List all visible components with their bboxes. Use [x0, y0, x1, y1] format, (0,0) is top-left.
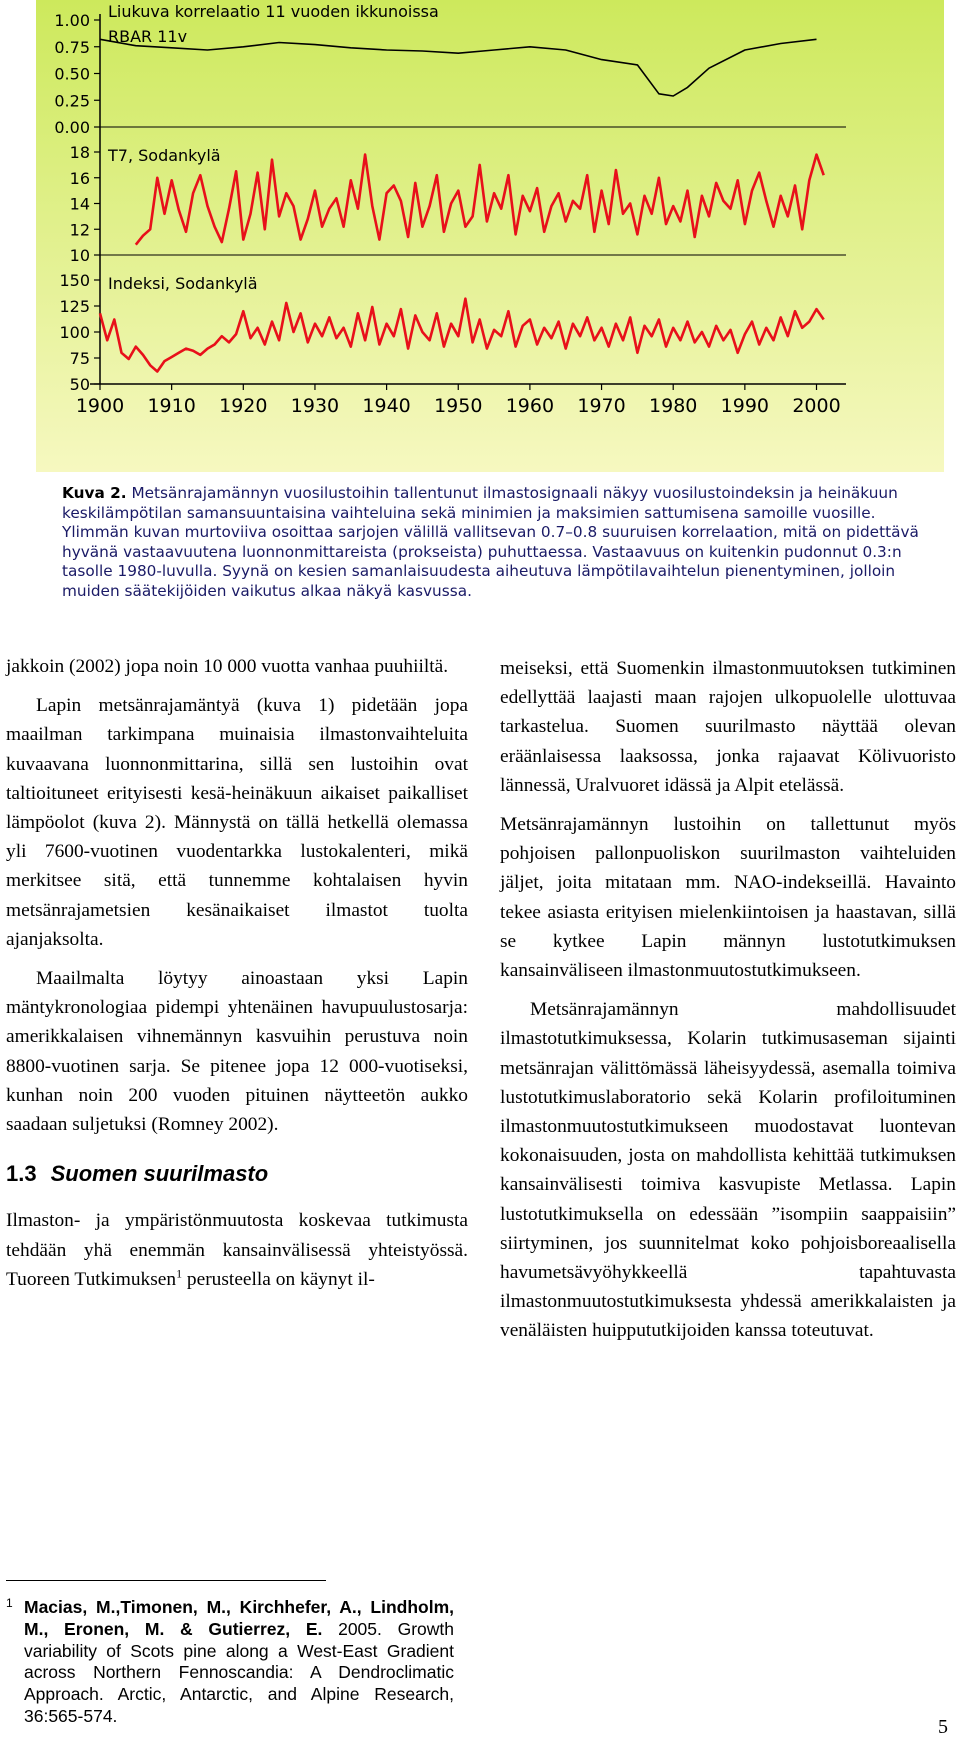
x-tick-label: 1920 [219, 395, 268, 417]
left-paragraph-4-text: Ilmaston- ja ympäristönmuutosta koskevaa tutkimusta tehdään yhä enemmän kansainvälisessä yhteistyössä. Tuoreen Tutkimuksen [6, 1210, 468, 1290]
caption-lead: Kuva 2. [62, 484, 127, 502]
footnote-ref[interactable]: 1 [176, 1266, 183, 1281]
section-heading [6, 1159, 468, 1188]
x-tick-label: 1910 [147, 395, 196, 417]
y-tick-label: 1.00 [54, 11, 90, 30]
footnote-text: 2005. Growth variability of Scots pine along a West-East Gradient across Northern Fennoscandia: A Dendroclimatic Approach. Arctic, Antarctic, and Alpine Research, 36:565-574. [24, 1618, 454, 1726]
left-paragraph-4 [6, 1206, 468, 1294]
x-tick-label: 1900 [75, 395, 125, 417]
left-paragraph-4-tail: perusteella on käynyt il- [182, 1268, 375, 1290]
footnote-mark: 1 [6, 1596, 13, 1610]
x-tick-label: 1940 [362, 395, 411, 417]
chart-svg [36, 0, 944, 472]
figure-climate-chart [36, 0, 944, 472]
y-tick-label: 75 [69, 349, 90, 368]
y-tick-label: 0.25 [54, 91, 90, 111]
left-paragraph-1: jakkoin (2002) jopa noin 10 000 vuotta vanhaa puuhiiltä. [6, 656, 449, 677]
right-paragraph-3: Metsänrajamännyn mahdollisuudet ilmastotutkimuksessa, Kolarin tutkimusaseman sijainti metsänrajan välittömässä läheisyydessä, asemalla toimiva lustotutkimuslaboratorio sekä Kolarin profiloituminen ilmastonmuutostutkimukseen muodostavat luontevan kokonaisuuden, josta on mahdollista kehittää tutkimuksen kansainvälisesti toimiva kasvupiste Metlassa. Lapin lustotutkimuksella on edessään ”isompiin saappaisiin” siirtyminen, jos suunnitelmat koko pohjoisboreaalisella havumetsävyöhykkeellä tapahtuvasta ilmastonmuutostutkimuksesta yhdessä amerikkalaisten ja venäläisten huippututkijoiden kanssa toteutuvat. [500, 999, 956, 1342]
x-tick-label: 1990 [720, 395, 770, 417]
y-tick-label: 0.50 [54, 64, 90, 84]
x-tick-label: 1960 [505, 395, 555, 417]
y-tick-label: 14 [69, 194, 90, 214]
y-tick-label: 125 [59, 297, 90, 316]
panel-label: Liukuva korrelaatio 11 vuoden ikkunoissa [108, 2, 439, 21]
y-tick-label: 10 [69, 246, 90, 265]
left-paragraph-3: Maailmalta löytyy ainoastaan yksi Lapin mäntykronologiaa pidempi yhtenäinen havupuulustosarja: amerikkalaisen vihnemännyn kasvuihin perustuva noin 8800-vuotinen sarja. Se pitenee jopa 12 000-vuotiseksi, kunhan noin 200 vuoden pituinen näytteetön aukko saadaan suljetuksi (Romney 2002). [6, 968, 468, 1136]
right-column [500, 654, 956, 1356]
figure-caption [62, 484, 942, 602]
y-tick-label: 12 [69, 220, 90, 240]
panel-label-secondary: RBAR 11v [108, 27, 188, 46]
x-tick-label: 1970 [577, 395, 626, 417]
y-tick-label: 16 [69, 168, 90, 188]
x-tick-label: 1950 [434, 395, 483, 417]
right-paragraph-2: Metsänrajamännyn lustoihin on tallettunut myös pohjoisen pallonpuoliskon suurilmaston vaihteluiden jäljet, joita mitataan mm. NAO-indekseillä. Havainto tekee asiasta erityisen mielenkiintoisen ja haastavan, sillä se kytkee Lapin männyn lustotutkimuksen kansainväliseen ilmastonmuutostutkimukseen. [500, 814, 956, 982]
panel-label: Indeksi, Sodankylä [108, 274, 258, 293]
y-tick-label: 50 [69, 375, 90, 394]
left-paragraph-2: Lapin metsänrajamäntyä (kuva 1) pidetään jopa maailman tarkimpana muinaisia ilmastonvaihteluita kuvaavana luonnonmittarina, sillä sen lustoihin ovat taltioituneet erityisesti kesä-heinäkuun aikaiset paikalliset lämpöolot (kuva 2). Männystä on tällä hetkellä olemassa yli 7600-vuotinen vuodentarkka lustokalenteri, mikä merkitsee sitä, että tunnemme kohtalaisen hyvin metsänrajametsien kesänaikaiset ilmastot tuolta ajanjaksolta. [6, 695, 468, 950]
footnote [6, 1597, 454, 1728]
page-number: 5 [938, 1716, 948, 1738]
y-tick-label: 18 [69, 143, 90, 162]
footnote-authors: Macias, M.,Timonen, M., Kirchhefer, A., Lindholm, M., Eronen, M. & Gutierrez, E. [24, 1597, 454, 1639]
x-tick-label: 1930 [290, 395, 340, 417]
section-number: 1.3 [6, 1161, 37, 1187]
y-tick-label: 0.00 [54, 118, 90, 137]
right-paragraph-1: meiseksi, että Suomenkin ilmastonmuutoksen tutkiminen edellyttää laajasti maan rajojen ulkopuolelle ulottuvaa tarkastelua. Suomen suurilmasto näyttää olevan eräänlaisessa laaksossa, jonka rajaavat Kölivuoristo lännessä, Uralvuoret idässä ja Alpit etelässä. [500, 658, 956, 796]
x-tick-label: 2000 [792, 395, 841, 417]
panel-label: T7, Sodankylä [108, 146, 221, 165]
y-tick-label: 0.75 [54, 37, 90, 57]
y-tick-label: 100 [59, 323, 90, 342]
left-column [6, 652, 468, 1304]
y-tick-label: 150 [59, 271, 90, 290]
x-tick-label: 1980 [649, 395, 698, 417]
section-title: Suomen suurilmasto [50, 1161, 269, 1187]
caption-text: Metsänrajamännyn vuosilustoihin tallentunut ilmastosignaali näkyy vuosilustoindeksin ja heinäkuun keskilämpötilan samansuuntaisina vaihteluina sekä minimien ja maksimien sattumisena samoille vuosille. Ylimmän kuvan murtoviiva osoittaa sarjojen välillä vallitsevan 0.7–0.8 suuruisen korrelaation, mitä on pidettävä hyvänä vastaavuutena luonnonmittareista (prokseista) puhuttaessa. Vastaavuus on kuitenkin pudonnut 0.3:n tasolle 1980-luvulla. Syynä on kesien samanlaisuudesta aiheutuva lämpötilavaihtelun pienentyminen, jolloin muiden säätekijöiden vaikutus alkaa näkyä kasvussa. [62, 484, 919, 600]
footnote-divider [6, 1580, 326, 1581]
